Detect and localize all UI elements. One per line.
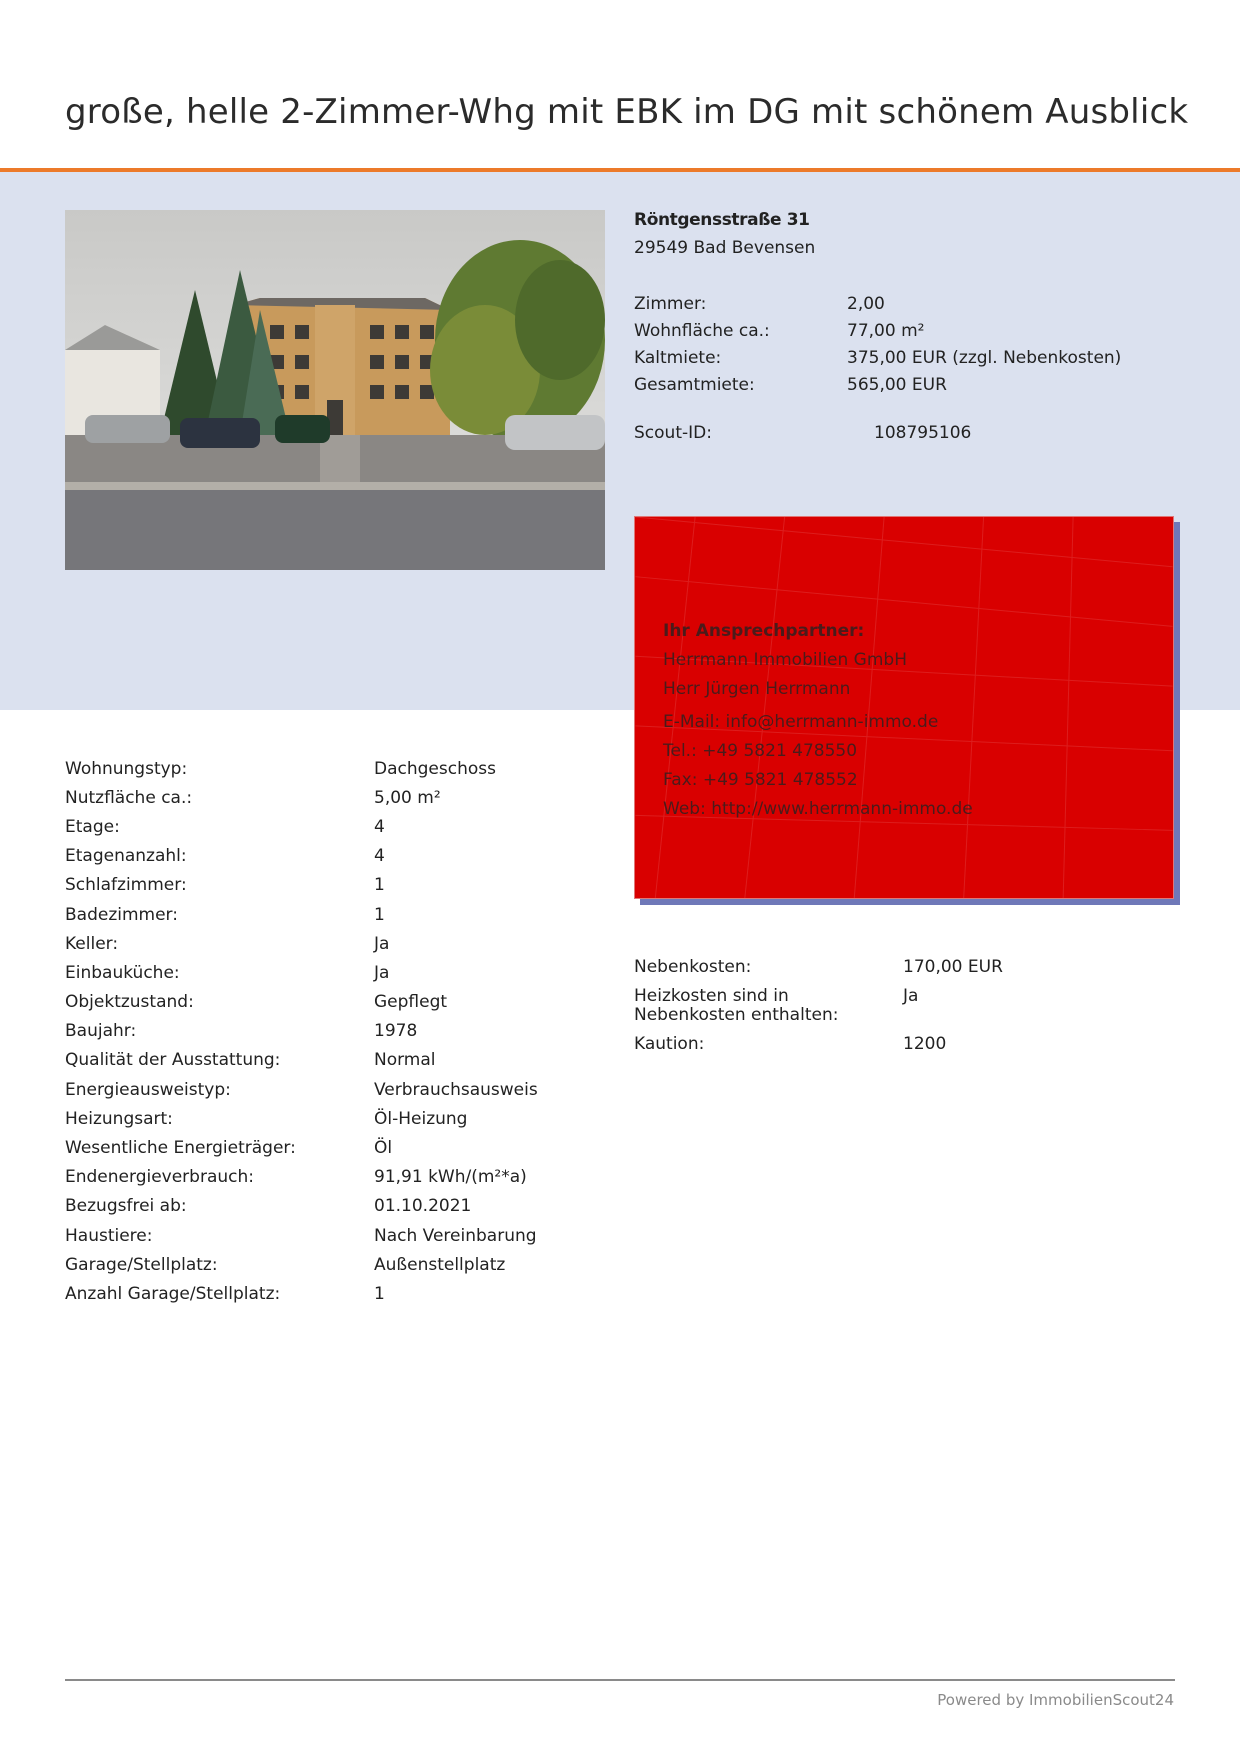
detail-row: [65, 1279, 538, 1308]
detail-value: 1978: [374, 1021, 418, 1042]
address-block: [634, 210, 1194, 258]
contact-company: Herrmann Immobilien GmbH: [663, 650, 907, 670]
detail-row: [65, 812, 538, 841]
detail-label: Schlafzimmer:: [65, 875, 187, 896]
contact-heading: Ihr Ansprechpartner:: [663, 621, 865, 641]
cost-label: Nebenkosten:: [634, 957, 752, 977]
cost-value: Ja: [903, 986, 919, 1006]
detail-label: Wohnungstyp:: [65, 758, 188, 779]
detail-label: Objektzustand:: [65, 992, 194, 1013]
detail-label: Anzahl Garage/Stellplatz:: [65, 1283, 281, 1304]
fact-label: Wohnfläche ca.:: [634, 320, 770, 341]
detail-row: [65, 1221, 538, 1250]
detail-row: [65, 1075, 538, 1104]
detail-label: Einbauküche:: [65, 962, 180, 983]
detail-label: Keller:: [65, 933, 119, 954]
fact-row: [634, 344, 1121, 371]
detail-row: [65, 842, 538, 871]
detail-row: [65, 1163, 538, 1192]
detail-value: Nach Vereinbarung: [374, 1225, 537, 1246]
detail-value: Normal: [374, 1050, 436, 1071]
costs-list: [634, 958, 1003, 1064]
fact-value: 77,00 m²: [847, 320, 925, 341]
detail-value: Dachgeschoss: [374, 758, 496, 779]
detail-row: [65, 1017, 538, 1046]
detail-value: 4: [374, 816, 385, 837]
detail-label: Haustiere:: [65, 1225, 153, 1246]
detail-row: [65, 958, 538, 987]
detail-value: 1: [374, 1283, 385, 1304]
address-city: 29549 Bad Bevensen: [634, 238, 816, 258]
detail-value: Gepflegt: [374, 992, 448, 1013]
fact-row: [634, 317, 1121, 344]
detail-label: Nutzfläche ca.:: [65, 787, 193, 808]
cost-value: 1200: [903, 1034, 947, 1054]
detail-label: Wesentliche Energieträger:: [65, 1138, 296, 1159]
cost-label: Kaution:: [634, 1034, 705, 1054]
contact-box: [634, 516, 1174, 899]
detail-label: Qualität der Ausstattung:: [65, 1050, 281, 1071]
scout-id-value: 108795106: [874, 422, 972, 443]
fact-label: Kaltmiete:: [634, 347, 722, 368]
detail-value: Außenstellplatz: [374, 1254, 506, 1275]
powered-by: Powered by ImmobilienScout24: [937, 1691, 1174, 1709]
detail-label: Baujahr:: [65, 1021, 137, 1042]
cost-row: [634, 987, 1003, 1025]
detail-value: 4: [374, 846, 385, 867]
scout-id-label: Scout-ID:: [634, 422, 712, 443]
detail-value: 01.10.2021: [374, 1196, 472, 1217]
fact-row: [634, 371, 1121, 398]
fact-value: 375,00 EUR (zzgl. Nebenkosten): [847, 347, 1122, 368]
main-facts: [634, 290, 1121, 398]
cost-row: [634, 1035, 1003, 1054]
detail-row: [65, 1133, 538, 1162]
detail-row: [65, 783, 538, 812]
detail-label: Badezimmer:: [65, 904, 178, 925]
detail-row: [65, 1192, 538, 1221]
contact-website[interactable]: Web: http://www.herrmann-immo.de: [663, 799, 973, 819]
cost-value: 170,00 EUR: [903, 957, 1003, 977]
detail-value: Verbrauchsausweis: [374, 1079, 538, 1100]
detail-value: 1: [374, 875, 385, 896]
detail-row: [65, 900, 538, 929]
detail-label: Bezugsfrei ab:: [65, 1196, 187, 1217]
fact-value: 2,00: [847, 293, 885, 314]
detail-label: Endenergieverbrauch:: [65, 1167, 254, 1188]
contact-email[interactable]: E-Mail: info@herrmann-immo.de: [663, 712, 939, 732]
detail-value: Ja: [374, 933, 390, 954]
detail-row: [65, 871, 538, 900]
detail-row: [65, 754, 538, 783]
fact-label: Zimmer:: [634, 293, 707, 314]
cost-label: Heizkosten sind in Nebenkosten enthalten:: [634, 986, 839, 1025]
detail-value: 91,91 kWh/(m²*a): [374, 1167, 527, 1188]
detail-row: [65, 1104, 538, 1133]
detail-value: Öl-Heizung: [374, 1108, 468, 1129]
detail-value: Öl: [374, 1138, 393, 1159]
listing-title: große, helle 2-Zimmer-Whg mit EBK im DG mit schönem Ausblick: [65, 92, 1189, 132]
detail-label: Garage/Stellplatz:: [65, 1254, 218, 1275]
detail-label: Heizungsart:: [65, 1108, 173, 1129]
detail-row: [65, 929, 538, 958]
cost-row: [634, 958, 1003, 977]
footer-divider: [65, 1679, 1175, 1681]
contact-phone[interactable]: Tel.: +49 5821 478550: [663, 741, 858, 761]
detail-value: 5,00 m²: [374, 787, 441, 808]
property-photo: [65, 210, 605, 570]
detail-value: 1: [374, 904, 385, 925]
fact-label: Gesamtmiete:: [634, 374, 755, 395]
detail-row: [65, 1250, 538, 1279]
detail-row: [65, 988, 538, 1017]
detail-label: Etage:: [65, 816, 120, 837]
detail-label: Energieausweistyp:: [65, 1079, 231, 1100]
fact-value: 565,00 EUR: [847, 374, 947, 395]
detail-value: Ja: [374, 962, 390, 983]
scout-id-row: [634, 419, 971, 446]
contact-person: Herr Jürgen Herrmann: [663, 679, 851, 699]
details-list: [65, 754, 538, 1309]
contact-fax: Fax: +49 5821 478552: [663, 770, 858, 790]
fact-row: [634, 290, 1121, 317]
detail-label: Etagenanzahl:: [65, 846, 187, 867]
detail-row: [65, 1046, 538, 1075]
address-street: Röntgensstraße 31: [634, 210, 810, 230]
